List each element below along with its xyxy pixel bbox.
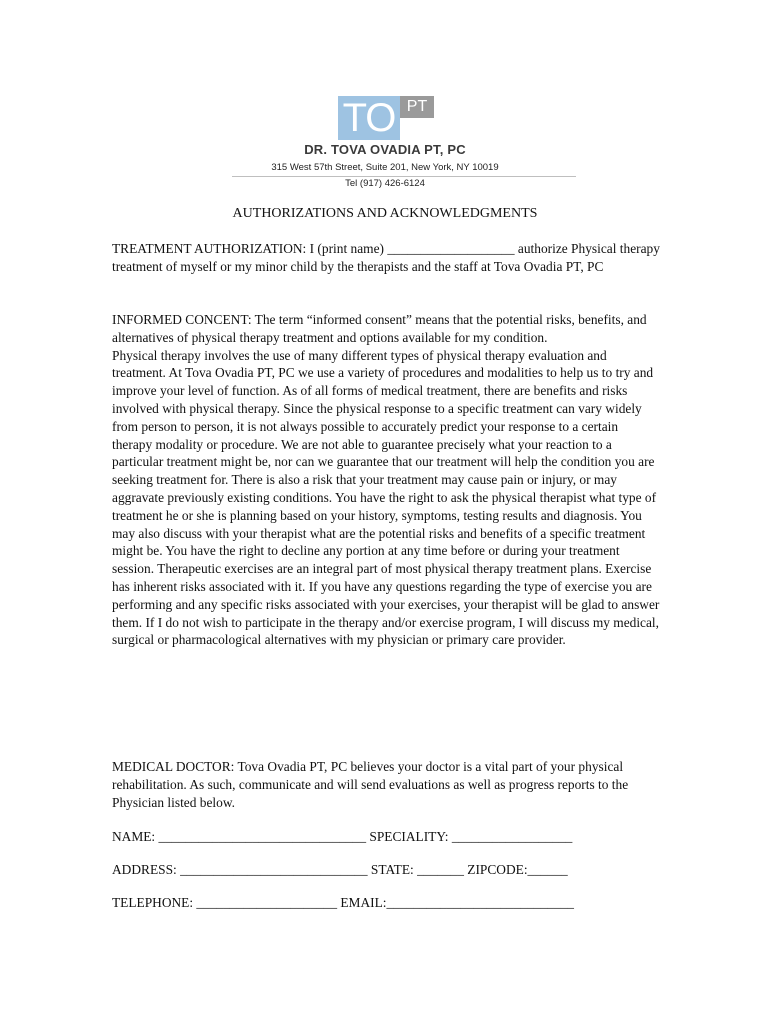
treatment-authorization-text: TREATMENT AUTHORIZATION: I (print name) ___________________ authorize Physical therapy treatment of myself or my minor child by the therapists and the staff at Tova Ovadia PT, PC	[112, 241, 660, 274]
logo-blank-block	[400, 118, 434, 140]
logo-to-block: TO	[338, 96, 400, 140]
treatment-authorization-section	[112, 240, 660, 276]
physician-telephone-row[interactable]: TELEPHONE: _____________________ EMAIL:____________________________	[112, 895, 574, 910]
clinic-name: DR. TOVA OVADIA PT, PC	[304, 142, 466, 157]
header-divider	[232, 176, 576, 177]
clinic-logo	[338, 96, 434, 140]
logo-pt-block: PT	[400, 96, 434, 118]
document-title: AUTHORIZATIONS AND ACKNOWLEDGMENTS	[232, 206, 538, 221]
medical-doctor-section	[112, 758, 660, 811]
medical-doctor-text: MEDICAL DOCTOR: Tova Ovadia PT, PC believes your doctor is a vital part of your physical rehabilitation. As such, communicate and will send evaluations as well as progress reports to the Physician listed below.	[112, 759, 629, 810]
physician-address-row[interactable]: ADDRESS: ____________________________ STATE: _______ ZIPCODE:______	[112, 862, 568, 877]
clinic-telephone: Tel (917) 426-6124	[345, 178, 425, 189]
physician-name-row[interactable]: NAME: _______________________________ SPECIALITY: __________________	[112, 829, 573, 844]
clinic-address: 315 West 57th Street, Suite 201, New York, NY 10019	[271, 162, 499, 173]
informed-consent-section	[112, 311, 660, 649]
informed-consent-body: Physical therapy involves the use of many different types of physical therapy evaluation and treatment. At Tova Ovadia PT, PC we use a variety of procedures and modalities to help us to try and improve your level of function. As of all forms of medical treatment, there are benefits and risks involved with physical therapy. Since the physical response to a specific treatment can vary widely from person to person, it is not always possible to accurately predict your response to a certain therapy modality or procedure. We are not able to guarantee precisely what your reaction to a particular treatment might be, nor can we guarantee that our treatment will help the condition you are seeking treatment for. There is also a risk that your treatment may cause pain or injury, or may aggravate previously existing conditions. You have the right to ask the physical therapist what type of treatment he or she is planning based on your history, symptoms, testing results and diagnosis. You may also discuss with your therapist what are the potential risks and benefits of a specific treatment might be. You have the right to decline any portion at any time before or during your treatment session. Therapeutic exercises are an integral part of most physical therapy treatment plans. Exercise has inherent risks associated with it. If you have any questions regarding the type of exercise you are performing and any specific risks associated with your exercises, your therapist will be glad to answer them. If I do not wish to participate in the therapy and/or exercise program, I will discuss my medical, surgical or pharmacological alternatives with my physician or primary care provider.	[112, 347, 660, 648]
informed-consent-intro: INFORMED CONCENT: The term “informed consent” means that the potential risks, benefits, and alternatives of physical therapy treatment and options available for my condition.	[112, 312, 647, 345]
